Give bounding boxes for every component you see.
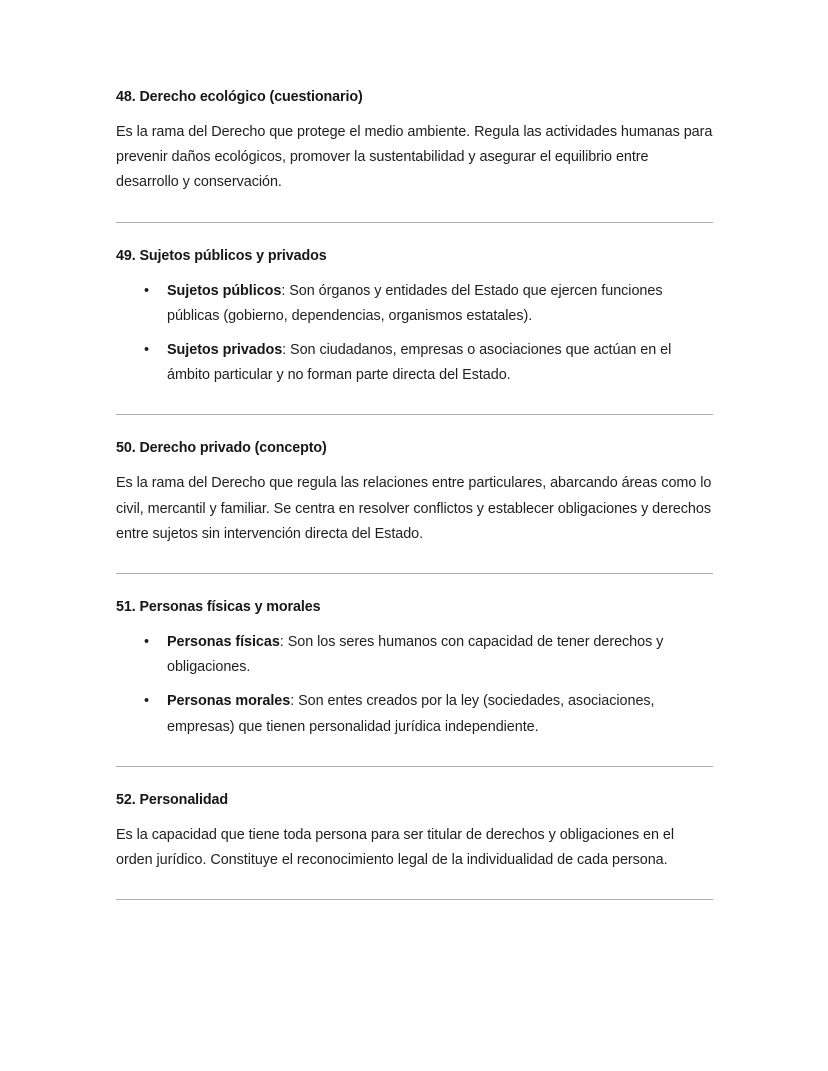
- list-item: [116, 338, 713, 388]
- list-item: [116, 689, 713, 739]
- spacer: [116, 767, 713, 791]
- list-item-text: : Son ciudadanos, empresas o asociaciones que actúan en el ámbito particular y no forman parte directa del Estado.: [167, 342, 672, 384]
- bullet-list: [116, 630, 713, 740]
- list-item-text: : Son órganos y entidades del Estado que ejercen funciones públicas (gobierno, dependencias, organismos estatales).: [167, 282, 663, 324]
- spacer: [116, 873, 713, 899]
- bullet-icon: •: [144, 634, 149, 651]
- section-49: [116, 247, 713, 389]
- spacer: [116, 547, 713, 573]
- spacer: [116, 415, 713, 439]
- section-heading: 51. Personas físicas y morales: [116, 599, 321, 616]
- spacer: [116, 388, 713, 414]
- list-item-lead-in: Sujetos públicos: [167, 282, 282, 299]
- section-heading: 48. Derecho ecológico (cuestionario): [116, 89, 363, 105]
- document-content: [116, 88, 713, 900]
- section-heading: 50. Derecho privado (concepto): [116, 440, 327, 457]
- list-item-text: : Son los seres humanos con capacidad de tener derechos y obligaciones.: [167, 634, 664, 676]
- spacer: [116, 740, 713, 766]
- list-item-lead-in: Personas morales: [167, 693, 291, 710]
- list-item: [116, 630, 713, 680]
- section-52: [116, 791, 713, 873]
- section-heading: 49. Sujetos públicos y privados: [116, 247, 327, 264]
- bullet-icon: •: [144, 342, 149, 359]
- bullet-icon: •: [144, 282, 149, 299]
- section-51: [116, 598, 713, 740]
- bullet-list: [116, 279, 713, 389]
- section-paragraph: Es la rama del Derecho que protege el medio ambiente. Regula las actividades humanas para prevenir daños ecológicos, promover la sustentabilidad y asegurar el equilibrio entre desarrollo y conservación.: [116, 124, 713, 191]
- section-heading: 52. Personalidad: [116, 791, 229, 808]
- section-paragraph: Es la rama del Derecho que regula las relaciones entre particulares, abarcando áreas como lo civil, mercantil y familiar. Se centra en resolver conflictos y establecer obligaciones y derechos entre sujetos sin intervención directa del Estado.: [116, 475, 712, 542]
- spacer: [116, 574, 713, 598]
- spacer: [116, 196, 713, 222]
- list-item: [116, 279, 713, 329]
- section-50: [116, 439, 713, 547]
- section-48: [116, 88, 713, 196]
- list-item-lead-in: Sujetos privados: [167, 342, 283, 359]
- section-divider: [116, 899, 713, 900]
- bullet-icon: •: [144, 693, 149, 710]
- spacer: [116, 223, 713, 247]
- list-item-lead-in: Personas físicas: [167, 634, 280, 651]
- section-paragraph: Es la capacidad que tiene toda persona para ser titular de derechos y obligaciones en el orden jurídico. Constituye el reconocimiento legal de la individualidad de cada persona.: [116, 826, 675, 869]
- list-item-text: : Son entes creados por la ley (sociedades, asociaciones, empresas) que tienen personalidad jurídica independiente.: [167, 693, 655, 735]
